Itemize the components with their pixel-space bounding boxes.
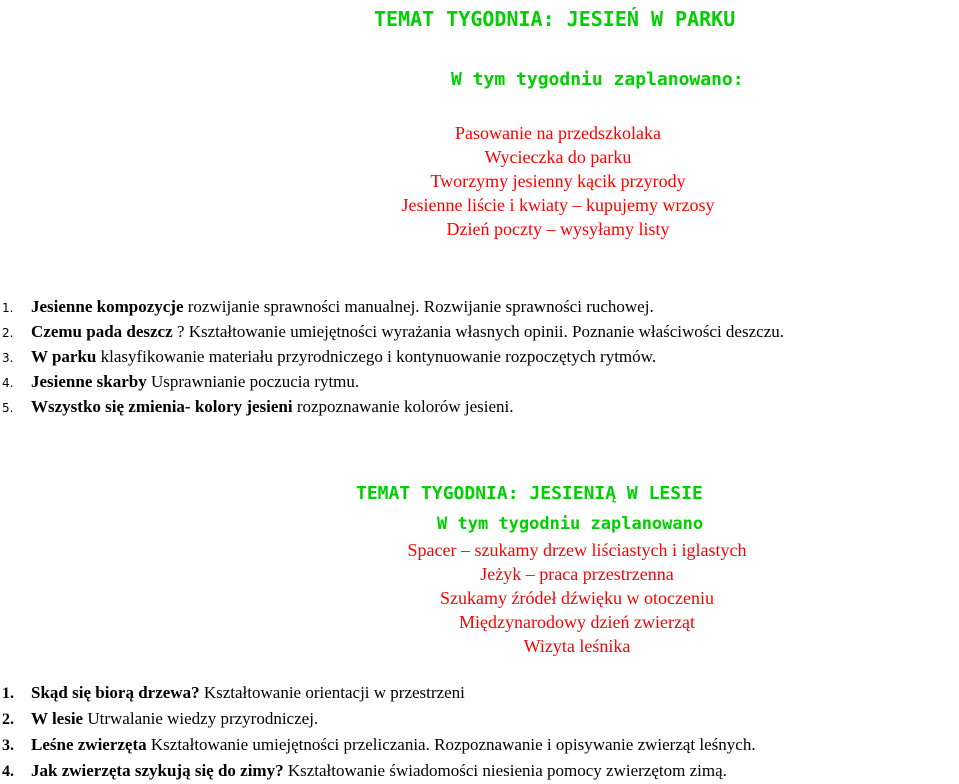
- item-description: Kształtowanie orientacji w przestrzeni: [199, 683, 465, 702]
- item-topic: Skąd się biorą drzewa?: [31, 683, 200, 702]
- planned-item: Wizyta leśnika: [523, 636, 631, 656]
- item-description: Utrwalanie wiedzy przyrodniczej.: [83, 709, 319, 728]
- item-number: 1.: [2, 685, 14, 702]
- item-number: 3.: [2, 737, 14, 754]
- list-item: [0, 370, 784, 395]
- item-description: rozpoznawanie kolorów jesieni.: [292, 397, 514, 416]
- list-item: [0, 758, 756, 784]
- section2-title: TEMAT TYGODNIA: JESIENIĄ W LESIE: [356, 483, 703, 504]
- planned-item: Dzień poczty – wysyłamy listy: [446, 219, 670, 239]
- planned-item: Szukamy źródeł dźwięku w otoczeniu: [440, 588, 714, 608]
- item-number: 2.: [2, 326, 14, 340]
- item-description: rozwijanie sprawności manualnej. Rozwijanie sprawności ruchowej.: [183, 297, 654, 316]
- item-number: 1.: [2, 301, 14, 315]
- item-number: 4.: [2, 376, 14, 390]
- item-topic: W lesie: [31, 709, 84, 728]
- item-description: Usprawnianie poczucia rytmu.: [146, 372, 360, 391]
- item-number: 2.: [2, 711, 14, 728]
- planned-item: Jeżyk – praca przestrzenna: [480, 564, 674, 584]
- section1-title: TEMAT TYGODNIA: JESIEŃ W PARKU: [374, 7, 736, 31]
- item-number: 3.: [2, 351, 14, 365]
- item-topic: Czemu pada deszcz: [31, 322, 173, 341]
- item-topic: W parku: [31, 347, 97, 366]
- item-topic: Wszystko się zmienia- kolory jesieni: [31, 397, 293, 416]
- section1-topics: [0, 295, 784, 420]
- list-item: [0, 395, 784, 420]
- item-number: 4.: [2, 763, 14, 780]
- section2-planned-list: [376, 538, 778, 658]
- list-item: [0, 732, 756, 758]
- planned-item: Międzynarodowy dzień zwierząt: [459, 612, 695, 632]
- item-number: 5.: [2, 401, 14, 415]
- item-topic: Jesienne kompozycje: [31, 297, 184, 316]
- planned-item: Pasowanie na przedszkolaka: [455, 123, 661, 143]
- planned-item: Wycieczka do parku: [484, 147, 632, 167]
- item-topic: Jak zwierzęta szykują się do zimy?: [31, 761, 284, 780]
- list-item: [0, 680, 756, 706]
- list-item: [0, 295, 784, 320]
- section2-topics: [0, 680, 756, 784]
- planned-item: Tworzymy jesienny kącik przyrody: [430, 171, 686, 191]
- list-item: [0, 706, 756, 732]
- list-item: [0, 345, 784, 370]
- section1-subtitle: W tym tygodniu zaplanowano:: [451, 69, 744, 90]
- planned-item: Jesienne liście i kwiaty – kupujemy wrzosy: [401, 195, 715, 215]
- item-topic: Leśne zwierzęta: [31, 735, 147, 754]
- item-topic: Jesienne skarby: [31, 372, 147, 391]
- section1-planned-list: [354, 121, 762, 241]
- section2-subtitle: W tym tygodniu zaplanowano: [437, 514, 704, 534]
- item-description: ? Kształtowanie umiejętności wyrażania własnych opinii. Poznanie właściwości deszczu.: [172, 322, 784, 341]
- item-description: Kształtowanie umiejętności przeliczania. Rozpoznawanie i opisywanie zwierząt leśnych.: [146, 735, 756, 754]
- list-item: [0, 320, 784, 345]
- item-description: klasyfikowanie materiału przyrodniczego i kontynuowanie rozpoczętych rytmów.: [96, 347, 657, 366]
- planned-item: Spacer – szukamy drzew liściastych i iglastych: [407, 540, 747, 560]
- item-description: Kształtowanie świadomości niesienia pomocy zwierzętom zimą.: [283, 761, 727, 780]
